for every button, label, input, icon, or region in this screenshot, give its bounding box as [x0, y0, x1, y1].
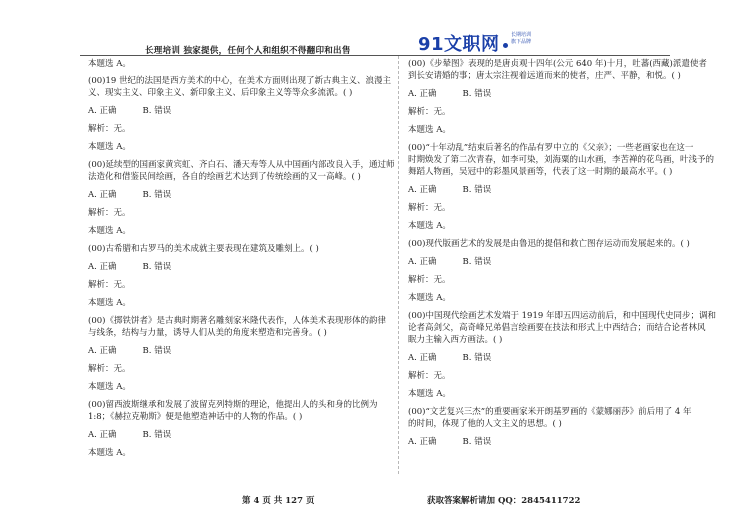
option-b: B. 错误 — [142, 190, 172, 200]
option-a: A. 正确 — [408, 437, 437, 447]
answer-line: 本题选 A。 — [408, 221, 451, 231]
question-text: (00)中国现代绘画艺术发端于 1919 年即五四运动前后，和中国现代史同步；调和 — [408, 311, 716, 321]
logo-tagline — [511, 32, 541, 46]
analysis-line: 解析：无。 — [88, 364, 131, 374]
question-text: 义、现实主义、印象主义、新印象主义、后印象主义等等众多流派。( ) — [88, 88, 353, 98]
option-a: A. 正确 — [88, 346, 117, 356]
question-text: (00)古希腊和古罗马的美术成就主要表现在建筑及雕刻上。( ) — [88, 244, 319, 254]
question-text: 的时间，体现了他的人文主义的思想。( ) — [408, 419, 562, 429]
left-column — [88, 58, 395, 459]
question-text: (00)延续型的国画家黄宾虹、齐白石、潘天寿等人从中国画内部改良入手，通过师 — [88, 160, 395, 170]
analysis-line: 解析：无。 — [88, 124, 131, 134]
answer-options — [88, 345, 390, 357]
question-text: 法造化和借鉴民间绘画，各自的绘画艺术达到了传统绘画的又一高峰。( ) — [88, 172, 361, 182]
option-b: B. 错误 — [462, 353, 492, 363]
option-a: A. 正确 — [408, 257, 437, 267]
logo-tag-line: 长期培训 — [511, 32, 532, 38]
answer-line: 本题选 A。 — [88, 382, 131, 392]
right-column — [408, 58, 716, 448]
answer-options — [408, 352, 710, 364]
question-text: 时期焕发了第二次青春，如李可染，刘海粟的山水画，李苦禅的花鸟画，叶浅予的 — [408, 155, 715, 165]
question-text: 眠力主输入西方画法。( ) — [408, 335, 503, 345]
option-b: B. 错误 — [142, 262, 172, 272]
analysis-line: 解析：无。 — [88, 280, 131, 290]
answer-line: 本题选 A。 — [408, 389, 451, 399]
question-text: (00)现代版画艺术的发展是由鲁迅的提倡和救亡图存运动而发展起来的。( ) — [408, 239, 690, 249]
option-b: B. 错误 — [142, 106, 172, 116]
question-text: 1:8；《赫拉克勒斯》便是他塑造神话中的人物的作品。( ) — [88, 412, 303, 422]
answer-line: 本题选 A。 — [88, 226, 131, 236]
option-b: B. 错误 — [462, 185, 492, 195]
answer-options — [408, 88, 710, 100]
page-header — [0, 0, 750, 60]
question-text: (00)“文艺复兴三杰”的重要画家米开朗基罗画的《蒙娜丽莎》前后用了 4 年 — [408, 407, 692, 417]
answer-options — [408, 436, 710, 448]
answer-line: 本题选 A。 — [88, 448, 131, 458]
option-a: A. 正确 — [408, 353, 437, 363]
option-a: A. 正确 — [88, 190, 117, 200]
analysis-line: 解析：无。 — [408, 371, 451, 381]
question-text: (00)《掷铁饼者》是古典时期著名雕刻家米隆代表作，人体美术表现形体的韵律 — [88, 316, 386, 326]
question-text: (00)《步辇图》表现的是唐贞观十四年(公元 640 年)十月，吐蕃(西藏)派遣使者 — [408, 59, 707, 69]
option-b: B. 错误 — [142, 430, 172, 440]
question-text: (00)“十年动乱”结束后著名的作品有罗中立的《父亲》；一些老画家也在这一 — [408, 143, 694, 153]
option-b: B. 错误 — [462, 257, 492, 267]
answer-line: 本题选 A。 — [88, 59, 131, 69]
answer-line: 本题选 A。 — [408, 125, 451, 135]
analysis-line: 解析：无。 — [408, 107, 451, 117]
option-b: B. 错误 — [142, 346, 172, 356]
option-a: A. 正确 — [88, 430, 117, 440]
answer-options — [408, 256, 710, 268]
logo-dot-icon — [503, 43, 508, 48]
option-a: A. 正确 — [88, 262, 117, 272]
site-logo — [418, 30, 532, 55]
answer-line: 本题选 A。 — [88, 142, 131, 152]
contact-info: 获取答案解析请加 QQ：2845411722 — [427, 496, 581, 506]
option-b: B. 错误 — [462, 437, 492, 447]
question-text: 论者高剑父，高奇峰兄弟倡言绘画要在技法和形式上中西结合；而结合论者林风 — [408, 323, 706, 333]
header-rule — [80, 55, 670, 56]
question-text: (00)19 世纪的法国是西方美术的中心，在美术方面则出现了新古典主义、浪漫主 — [88, 76, 391, 86]
option-b: B. 错误 — [462, 89, 492, 99]
analysis-line: 解析：无。 — [88, 208, 131, 218]
logo-text: 91文职网 — [418, 34, 500, 55]
analysis-line: 解析：无。 — [408, 203, 451, 213]
answer-options — [88, 105, 390, 117]
logo-tag-line: 旗下品牌 — [511, 39, 532, 45]
answer-options — [88, 429, 390, 441]
option-a: A. 正确 — [408, 185, 437, 195]
question-text: 与线条，结构与力量，诱导人们从美的角度来塑造和完善身。( ) — [88, 328, 327, 338]
answer-options — [88, 261, 390, 273]
question-text: 舞蹈人物画，吴冠中的彩墨风景画等，代表了这一时期的最高水平。( ) — [408, 167, 673, 177]
analysis-line: 解析：无。 — [408, 275, 451, 285]
answer-line: 本题选 A。 — [88, 298, 131, 308]
answer-options — [88, 189, 390, 201]
answer-options — [408, 184, 710, 196]
option-a: A. 正确 — [408, 89, 437, 99]
page-number: 第 4 页 共 127 页 — [242, 496, 315, 506]
column-divider — [398, 56, 399, 474]
copyright-notice: 长理培训 独家提供，任何个人和组织不得翻印和出售 — [145, 46, 351, 56]
question-text: (00)留西波斯继承和发展了波留克列特斯的理论，他提出人的头和身的比例为 — [88, 400, 378, 410]
option-a: A. 正确 — [88, 106, 117, 116]
question-text: 到长安请婚的事；唐太宗注视着远道而来的使者，庄严、平静，和悦。( ) — [408, 71, 681, 81]
answer-line: 本题选 A。 — [408, 293, 451, 303]
